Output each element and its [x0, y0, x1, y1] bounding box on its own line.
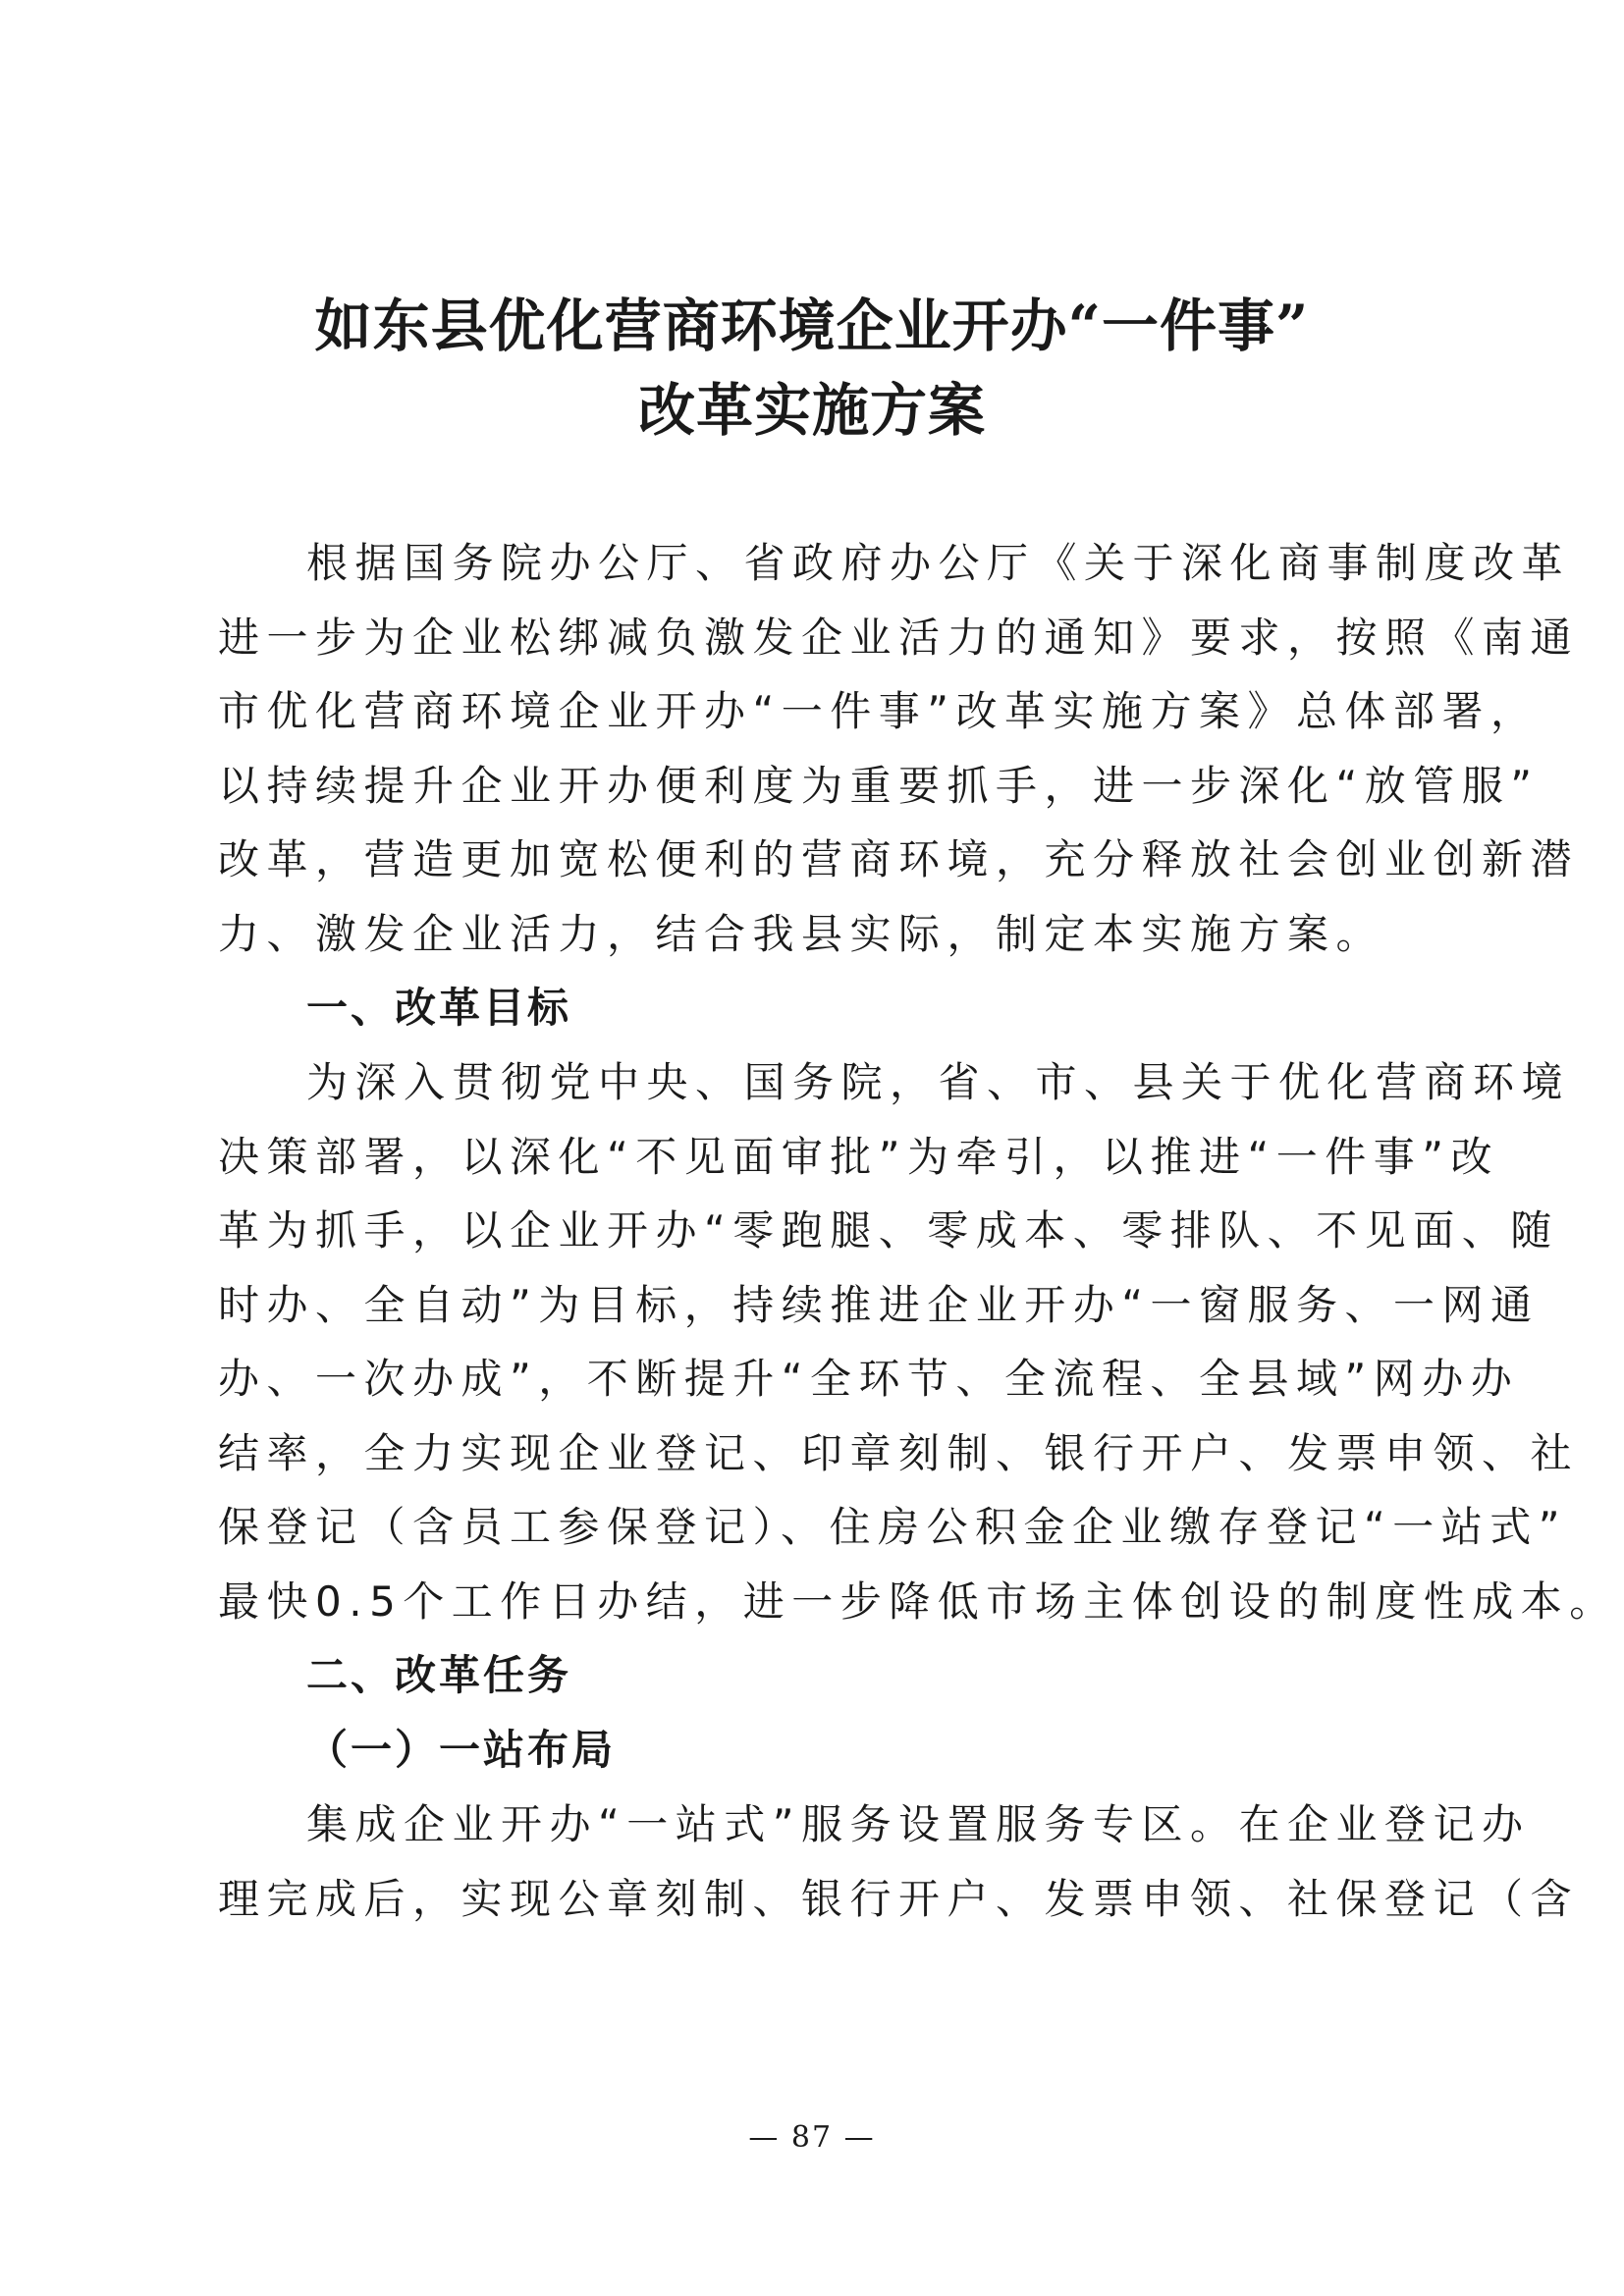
goals-line: 革为抓手，以企业开办“零跑腿、零成本、零排队、不见面、随 — [218, 1206, 1559, 1255]
intro-line: 以持续提升企业开办便利度为重要抓手，进一步深化“放管服” — [218, 761, 1540, 810]
intro-line: 改革，营造更加宽松便利的营商环境，充分释放社会创业创新潜 — [218, 835, 1580, 883]
intro-paragraph — [218, 526, 1580, 971]
goals-line: 办、一次办成”，不断提升“全环节、全流程、全县域”网办办 — [218, 1355, 1520, 1403]
subsection-one-stop-paragraph — [218, 1788, 1580, 1936]
one-stop-line: 理完成后，实现公章刻制、银行开户、发票申领、社保登记（含 — [218, 1874, 1580, 1923]
intro-line: 根据国务院办公厅、省政府办公厅《关于深化商事制度改革 — [306, 539, 1571, 587]
goals-line: 结率，全力实现企业登记、印章刻制、银行开户、发票申领、社 — [218, 1428, 1580, 1477]
intro-line: 进一步为企业松绑减负激发企业活力的通知》要求，按照《南通 — [218, 613, 1580, 662]
section-goals-paragraph — [218, 1045, 1618, 1638]
section-heading-tasks: 二、改革任务 — [306, 1651, 572, 1699]
intro-line: 力、激发企业活力，结合我县实际，制定本实施方案。 — [218, 909, 1385, 958]
goals-line: 时办、全自动”为目标，持续推进企业开办“一窗服务、一网通 — [218, 1280, 1540, 1329]
intro-line: 市优化营商环境企业开办“一件事”改革实施方案》总体部署， — [218, 687, 1540, 735]
goals-line: 为深入贯彻党中央、国务院，省、市、县关于优化营商环境 — [306, 1058, 1571, 1106]
goals-line: 保登记（含员工参保登记）、住房公积金企业缴存登记“一站式” — [218, 1503, 1568, 1551]
subsection-heading-one-stop: （一）一站布局 — [306, 1726, 617, 1774]
one-stop-line: 集成企业开办“一站式”服务设置服务专区。在企业登记办 — [306, 1800, 1531, 1848]
page-number: — 87 — — [748, 2120, 876, 2155]
goals-line: 决策部署，以深化“不见面审批”为牵引，以推进“一件事”改 — [218, 1132, 1500, 1181]
goals-line: 最快0.5个工作日办结，进一步降低市场主体创设的制度性成本。 — [218, 1576, 1618, 1626]
document-title-line-1: 如东县优化营商环境企业开办“一件事” — [314, 293, 1310, 359]
document-title-line-2: 改革实施方案 — [637, 377, 986, 444]
section-heading-goals: 一、改革目标 — [306, 984, 572, 1032]
